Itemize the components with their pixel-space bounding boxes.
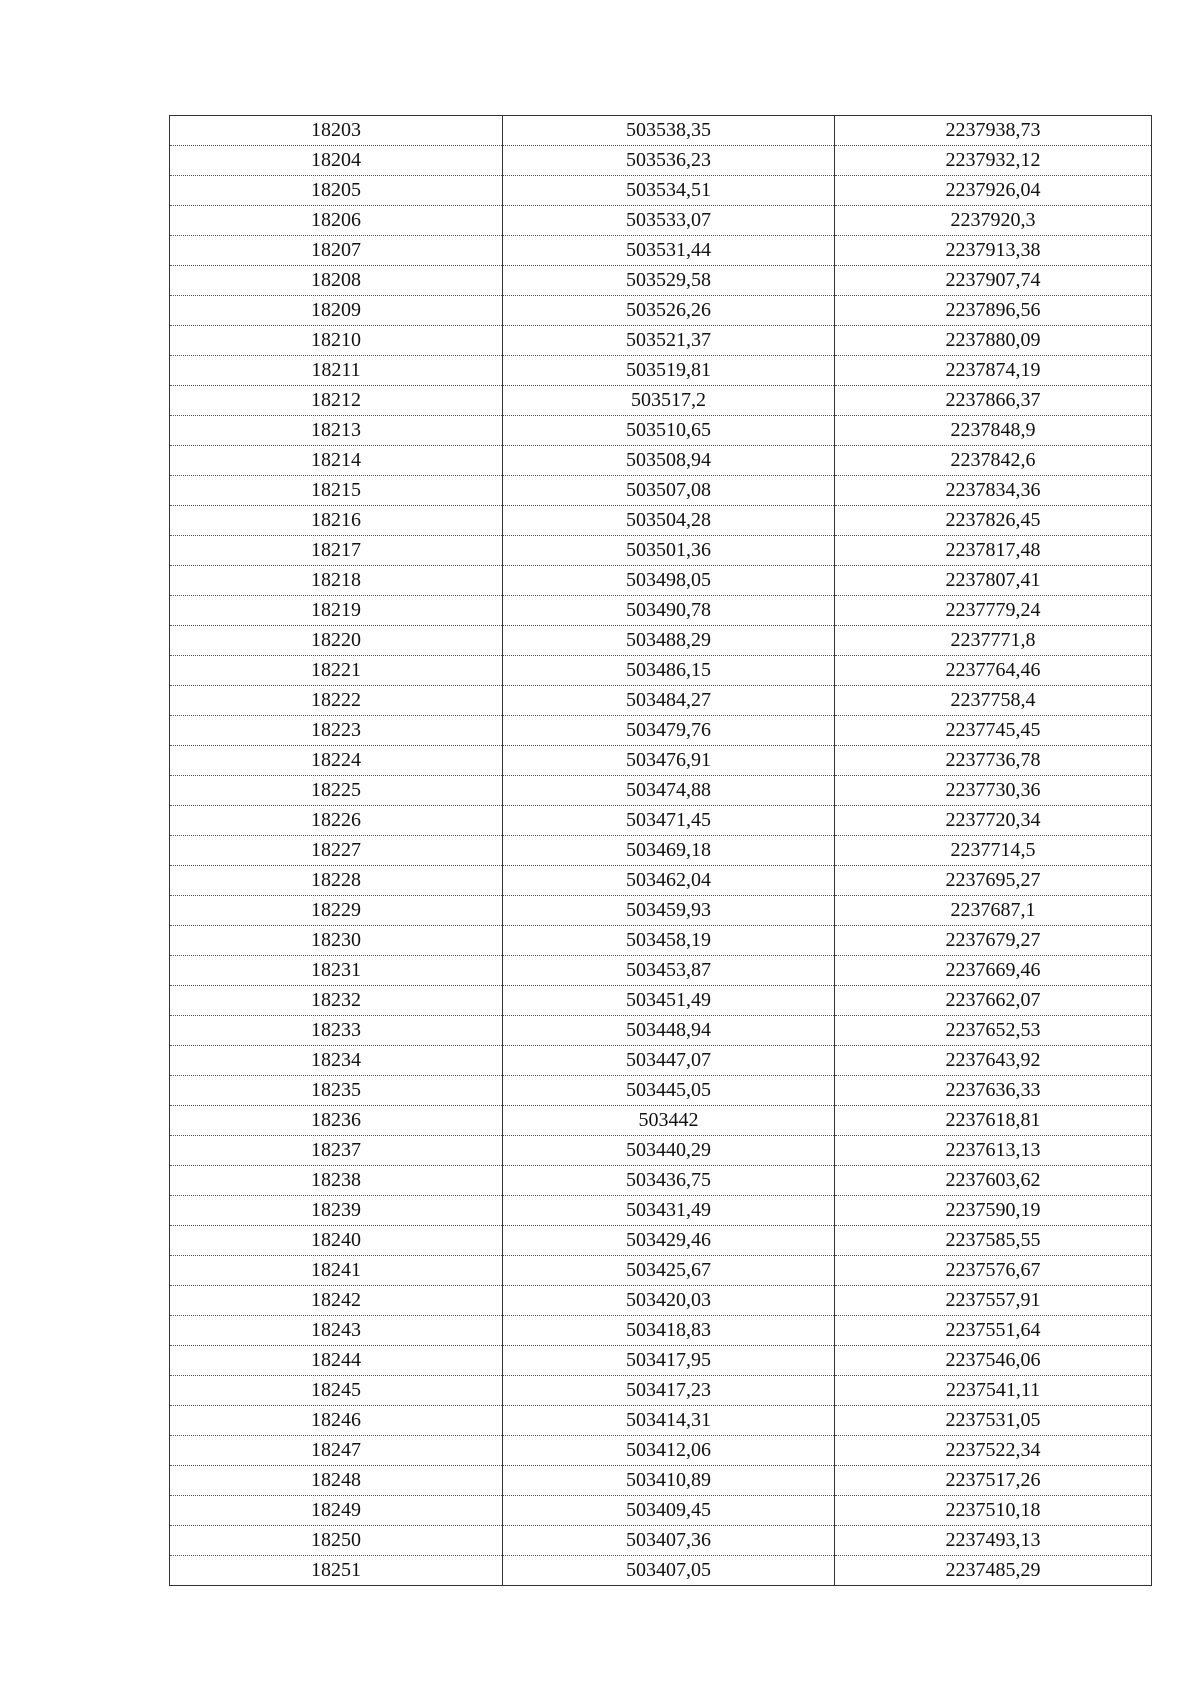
- x-coordinate-cell: 503519,81: [503, 356, 835, 386]
- table-row: [170, 656, 1152, 686]
- point-number-cell: 18251: [170, 1556, 503, 1586]
- table-row: [170, 566, 1152, 596]
- x-coordinate-cell: 503469,18: [503, 836, 835, 866]
- y-coordinate-cell: 2237669,46: [835, 956, 1152, 986]
- point-number-cell: 18219: [170, 596, 503, 626]
- table-row: [170, 476, 1152, 506]
- point-number-cell: 18212: [170, 386, 503, 416]
- x-coordinate-cell: 503490,78: [503, 596, 835, 626]
- table-row: [170, 1136, 1152, 1166]
- point-number-cell: 18216: [170, 506, 503, 536]
- x-coordinate-cell: 503445,05: [503, 1076, 835, 1106]
- table-row: [170, 146, 1152, 176]
- y-coordinate-cell: 2237662,07: [835, 986, 1152, 1016]
- point-number-cell: 18207: [170, 236, 503, 266]
- point-number-cell: 18213: [170, 416, 503, 446]
- x-coordinate-cell: 503429,46: [503, 1226, 835, 1256]
- x-coordinate-cell: 503417,95: [503, 1346, 835, 1376]
- table-row: [170, 746, 1152, 776]
- x-coordinate-cell: 503409,45: [503, 1496, 835, 1526]
- point-number-cell: 18218: [170, 566, 503, 596]
- table-row: [170, 1046, 1152, 1076]
- point-number-cell: 18238: [170, 1166, 503, 1196]
- table-row: [170, 1166, 1152, 1196]
- table-row: [170, 176, 1152, 206]
- point-number-cell: 18230: [170, 926, 503, 956]
- y-coordinate-cell: 2237551,64: [835, 1316, 1152, 1346]
- x-coordinate-cell: 503447,07: [503, 1046, 835, 1076]
- x-coordinate-cell: 503453,87: [503, 956, 835, 986]
- x-coordinate-cell: 503534,51: [503, 176, 835, 206]
- x-coordinate-cell: 503412,06: [503, 1436, 835, 1466]
- table-row: [170, 596, 1152, 626]
- y-coordinate-cell: 2237618,81: [835, 1106, 1152, 1136]
- x-coordinate-cell: 503407,05: [503, 1556, 835, 1586]
- y-coordinate-cell: 2237695,27: [835, 866, 1152, 896]
- table-row: [170, 1526, 1152, 1556]
- table-row: [170, 896, 1152, 926]
- y-coordinate-cell: 2237779,24: [835, 596, 1152, 626]
- table-row: [170, 1556, 1152, 1586]
- x-coordinate-cell: 503526,26: [503, 296, 835, 326]
- y-coordinate-cell: 2237920,3: [835, 206, 1152, 236]
- point-number-cell: 18243: [170, 1316, 503, 1346]
- x-coordinate-cell: 503451,49: [503, 986, 835, 1016]
- x-coordinate-cell: 503417,23: [503, 1376, 835, 1406]
- x-coordinate-cell: 503420,03: [503, 1286, 835, 1316]
- point-number-cell: 18222: [170, 686, 503, 716]
- point-number-cell: 18233: [170, 1016, 503, 1046]
- x-coordinate-cell: 503459,93: [503, 896, 835, 926]
- x-coordinate-cell: 503479,76: [503, 716, 835, 746]
- coordinates-table: [169, 115, 1152, 1586]
- table-row: [170, 326, 1152, 356]
- point-number-cell: 18249: [170, 1496, 503, 1526]
- x-coordinate-cell: 503521,37: [503, 326, 835, 356]
- x-coordinate-cell: 503501,36: [503, 536, 835, 566]
- point-number-cell: 18217: [170, 536, 503, 566]
- table-row: [170, 686, 1152, 716]
- point-number-cell: 18215: [170, 476, 503, 506]
- table-row: [170, 716, 1152, 746]
- coordinates-table-body: [170, 116, 1152, 1586]
- y-coordinate-cell: 2237736,78: [835, 746, 1152, 776]
- point-number-cell: 18228: [170, 866, 503, 896]
- point-number-cell: 18237: [170, 1136, 503, 1166]
- x-coordinate-cell: 503458,19: [503, 926, 835, 956]
- point-number-cell: 18236: [170, 1106, 503, 1136]
- x-coordinate-cell: 503418,83: [503, 1316, 835, 1346]
- x-coordinate-cell: 503410,89: [503, 1466, 835, 1496]
- y-coordinate-cell: 2237896,56: [835, 296, 1152, 326]
- point-number-cell: 18244: [170, 1346, 503, 1376]
- y-coordinate-cell: 2237585,55: [835, 1226, 1152, 1256]
- y-coordinate-cell: 2237758,4: [835, 686, 1152, 716]
- point-number-cell: 18209: [170, 296, 503, 326]
- x-coordinate-cell: 503440,29: [503, 1136, 835, 1166]
- y-coordinate-cell: 2237643,92: [835, 1046, 1152, 1076]
- table-row: [170, 416, 1152, 446]
- table-row: [170, 116, 1152, 146]
- y-coordinate-cell: 2237771,8: [835, 626, 1152, 656]
- table-row: [170, 1196, 1152, 1226]
- y-coordinate-cell: 2237880,09: [835, 326, 1152, 356]
- point-number-cell: 18208: [170, 266, 503, 296]
- table-row: [170, 866, 1152, 896]
- table-row: [170, 806, 1152, 836]
- point-number-cell: 18220: [170, 626, 503, 656]
- point-number-cell: 18223: [170, 716, 503, 746]
- table-row: [170, 1376, 1152, 1406]
- y-coordinate-cell: 2237522,34: [835, 1436, 1152, 1466]
- table-row: [170, 1436, 1152, 1466]
- y-coordinate-cell: 2237826,45: [835, 506, 1152, 536]
- x-coordinate-cell: 503507,08: [503, 476, 835, 506]
- y-coordinate-cell: 2237817,48: [835, 536, 1152, 566]
- point-number-cell: 18242: [170, 1286, 503, 1316]
- table-row: [170, 236, 1152, 266]
- x-coordinate-cell: 503407,36: [503, 1526, 835, 1556]
- y-coordinate-cell: 2237938,73: [835, 116, 1152, 146]
- point-number-cell: 18224: [170, 746, 503, 776]
- y-coordinate-cell: 2237926,04: [835, 176, 1152, 206]
- y-coordinate-cell: 2237834,36: [835, 476, 1152, 506]
- table-row: [170, 626, 1152, 656]
- y-coordinate-cell: 2237745,45: [835, 716, 1152, 746]
- point-number-cell: 18221: [170, 656, 503, 686]
- x-coordinate-cell: 503488,29: [503, 626, 835, 656]
- y-coordinate-cell: 2237652,53: [835, 1016, 1152, 1046]
- y-coordinate-cell: 2237720,34: [835, 806, 1152, 836]
- x-coordinate-cell: 503536,23: [503, 146, 835, 176]
- table-row: [170, 536, 1152, 566]
- y-coordinate-cell: 2237493,13: [835, 1526, 1152, 1556]
- y-coordinate-cell: 2237546,06: [835, 1346, 1152, 1376]
- y-coordinate-cell: 2237874,19: [835, 356, 1152, 386]
- y-coordinate-cell: 2237848,9: [835, 416, 1152, 446]
- y-coordinate-cell: 2237636,33: [835, 1076, 1152, 1106]
- point-number-cell: 18227: [170, 836, 503, 866]
- point-number-cell: 18204: [170, 146, 503, 176]
- table-row: [170, 206, 1152, 236]
- point-number-cell: 18246: [170, 1406, 503, 1436]
- point-number-cell: 18248: [170, 1466, 503, 1496]
- point-number-cell: 18203: [170, 116, 503, 146]
- y-coordinate-cell: 2237541,11: [835, 1376, 1152, 1406]
- table-row: [170, 506, 1152, 536]
- y-coordinate-cell: 2237932,12: [835, 146, 1152, 176]
- point-number-cell: 18226: [170, 806, 503, 836]
- table-row: [170, 1106, 1152, 1136]
- x-coordinate-cell: 503484,27: [503, 686, 835, 716]
- x-coordinate-cell: 503517,2: [503, 386, 835, 416]
- table-row: [170, 776, 1152, 806]
- x-coordinate-cell: 503508,94: [503, 446, 835, 476]
- table-row: [170, 356, 1152, 386]
- y-coordinate-cell: 2237613,13: [835, 1136, 1152, 1166]
- table-row: [170, 1226, 1152, 1256]
- table-row: [170, 1286, 1152, 1316]
- point-number-cell: 18235: [170, 1076, 503, 1106]
- y-coordinate-cell: 2237866,37: [835, 386, 1152, 416]
- y-coordinate-cell: 2237485,29: [835, 1556, 1152, 1586]
- x-coordinate-cell: 503504,28: [503, 506, 835, 536]
- y-coordinate-cell: 2237842,6: [835, 446, 1152, 476]
- y-coordinate-cell: 2237603,62: [835, 1166, 1152, 1196]
- x-coordinate-cell: 503425,67: [503, 1256, 835, 1286]
- x-coordinate-cell: 503533,07: [503, 206, 835, 236]
- table-row: [170, 1466, 1152, 1496]
- point-number-cell: 18205: [170, 176, 503, 206]
- y-coordinate-cell: 2237687,1: [835, 896, 1152, 926]
- x-coordinate-cell: 503498,05: [503, 566, 835, 596]
- table-row: [170, 956, 1152, 986]
- y-coordinate-cell: 2237807,41: [835, 566, 1152, 596]
- y-coordinate-cell: 2237531,05: [835, 1406, 1152, 1436]
- x-coordinate-cell: 503474,88: [503, 776, 835, 806]
- x-coordinate-cell: 503531,44: [503, 236, 835, 266]
- point-number-cell: 18234: [170, 1046, 503, 1076]
- table-row: [170, 1316, 1152, 1346]
- table-row: [170, 266, 1152, 296]
- point-number-cell: 18214: [170, 446, 503, 476]
- point-number-cell: 18232: [170, 986, 503, 1016]
- point-number-cell: 18225: [170, 776, 503, 806]
- x-coordinate-cell: 503529,58: [503, 266, 835, 296]
- x-coordinate-cell: 503442: [503, 1106, 835, 1136]
- table-row: [170, 296, 1152, 326]
- x-coordinate-cell: 503462,04: [503, 866, 835, 896]
- y-coordinate-cell: 2237510,18: [835, 1496, 1152, 1526]
- y-coordinate-cell: 2237730,36: [835, 776, 1152, 806]
- y-coordinate-cell: 2237557,91: [835, 1286, 1152, 1316]
- x-coordinate-cell: 503471,45: [503, 806, 835, 836]
- y-coordinate-cell: 2237913,38: [835, 236, 1152, 266]
- y-coordinate-cell: 2237907,74: [835, 266, 1152, 296]
- point-number-cell: 18247: [170, 1436, 503, 1466]
- table-row: [170, 1406, 1152, 1436]
- point-number-cell: 18231: [170, 956, 503, 986]
- x-coordinate-cell: 503486,15: [503, 656, 835, 686]
- table-row: [170, 986, 1152, 1016]
- y-coordinate-cell: 2237764,46: [835, 656, 1152, 686]
- point-number-cell: 18229: [170, 896, 503, 926]
- y-coordinate-cell: 2237517,26: [835, 1466, 1152, 1496]
- x-coordinate-cell: 503476,91: [503, 746, 835, 776]
- table-row: [170, 836, 1152, 866]
- table-row: [170, 1256, 1152, 1286]
- table-row: [170, 1076, 1152, 1106]
- point-number-cell: 18210: [170, 326, 503, 356]
- point-number-cell: 18211: [170, 356, 503, 386]
- y-coordinate-cell: 2237679,27: [835, 926, 1152, 956]
- x-coordinate-cell: 503436,75: [503, 1166, 835, 1196]
- y-coordinate-cell: 2237714,5: [835, 836, 1152, 866]
- point-number-cell: 18206: [170, 206, 503, 236]
- x-coordinate-cell: 503448,94: [503, 1016, 835, 1046]
- table-row: [170, 926, 1152, 956]
- x-coordinate-cell: 503510,65: [503, 416, 835, 446]
- table-row: [170, 386, 1152, 416]
- x-coordinate-cell: 503414,31: [503, 1406, 835, 1436]
- table-row: [170, 446, 1152, 476]
- point-number-cell: 18250: [170, 1526, 503, 1556]
- table-row: [170, 1496, 1152, 1526]
- x-coordinate-cell: 503538,35: [503, 116, 835, 146]
- table-row: [170, 1346, 1152, 1376]
- x-coordinate-cell: 503431,49: [503, 1196, 835, 1226]
- table-row: [170, 1016, 1152, 1046]
- point-number-cell: 18240: [170, 1226, 503, 1256]
- y-coordinate-cell: 2237576,67: [835, 1256, 1152, 1286]
- point-number-cell: 18241: [170, 1256, 503, 1286]
- point-number-cell: 18245: [170, 1376, 503, 1406]
- y-coordinate-cell: 2237590,19: [835, 1196, 1152, 1226]
- point-number-cell: 18239: [170, 1196, 503, 1226]
